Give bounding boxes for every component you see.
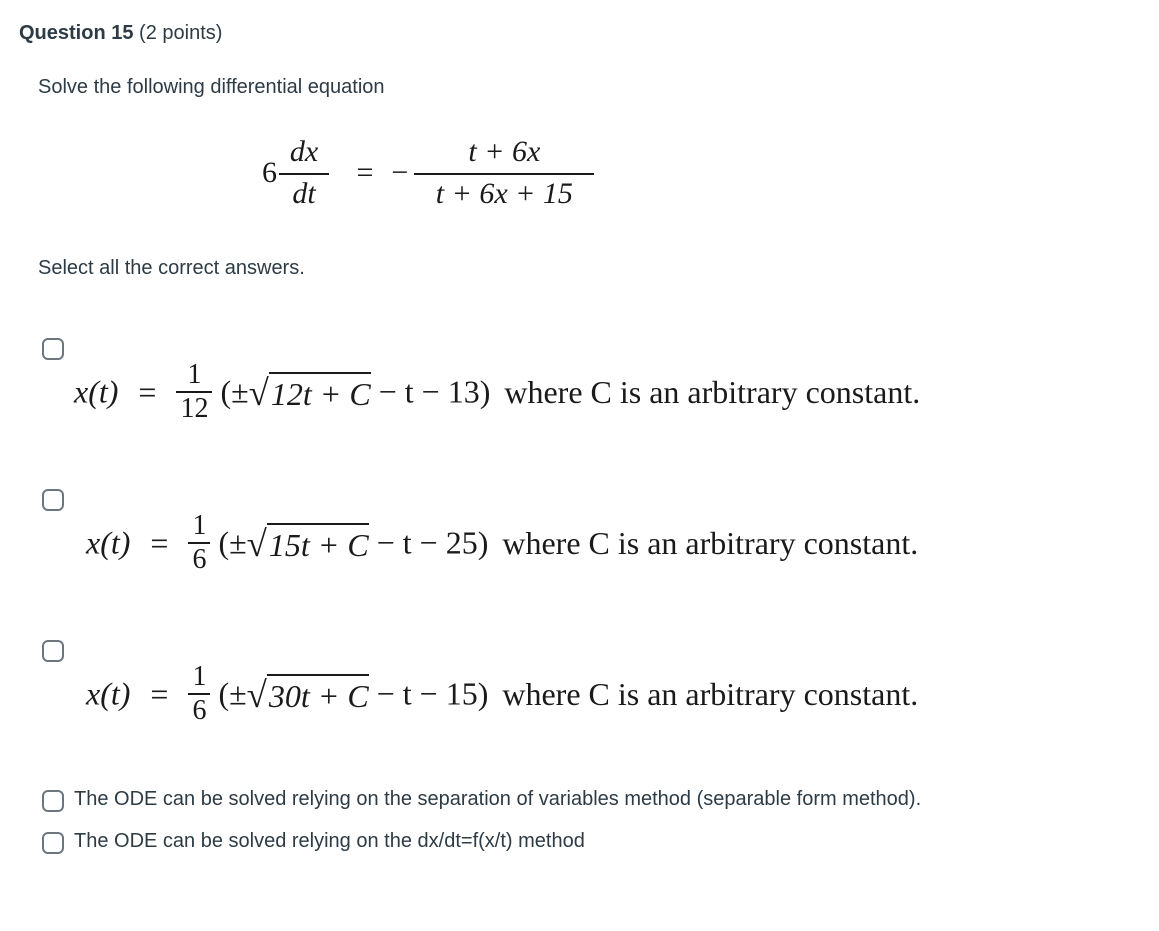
option-3-sqrt — [247, 673, 369, 716]
option-2-formula — [86, 510, 918, 576]
equation-lhs-denominator: dt — [279, 173, 329, 211]
option-3-suffix: where C is an arbitrary constant. — [502, 675, 919, 712]
option-5-checkbox[interactable] — [42, 832, 64, 854]
option-1-fraction — [176, 359, 212, 425]
option-1-frac-denominator: 12 — [176, 391, 212, 425]
question-header — [19, 22, 222, 45]
option-3-sqrt-symbol: √ — [246, 673, 267, 715]
option-1-tail: − t − 13) — [378, 373, 491, 410]
option-4-label: The ODE can be solved relying on the separation of variables method (separable form method). — [74, 788, 922, 810]
option-1-equals: = — [138, 373, 157, 410]
option-2-checkbox[interactable] — [42, 489, 64, 511]
equation-equals: = — [356, 156, 374, 189]
option-3-checkbox[interactable] — [42, 640, 64, 662]
option-2-equals: = — [150, 524, 169, 561]
option-2-lhs: x(t) — [86, 524, 131, 561]
option-2-suffix: where C is an arbitrary constant. — [502, 524, 919, 561]
differential-equation — [262, 135, 594, 211]
equation-lhs-numerator: dx — [289, 135, 319, 168]
question-prompt: Solve the following differential equation — [38, 76, 385, 98]
option-3-equals: = — [150, 675, 169, 712]
option-3-open-pm: (± — [218, 675, 247, 712]
equation-lhs-fraction — [279, 135, 329, 211]
option-1-lhs: x(t) — [74, 373, 119, 410]
option-2-sqrt-symbol: √ — [246, 522, 267, 564]
option-1-frac-numerator: 1 — [187, 359, 202, 390]
option-2-open-pm: (± — [218, 524, 247, 561]
question-points: (2 points) — [139, 22, 223, 44]
equation-rhs-numerator: t + 6x — [468, 135, 541, 168]
option-3-radicand: 30t + C — [267, 674, 369, 714]
option-3-tail: − t − 15) — [376, 675, 489, 712]
option-4-checkbox[interactable] — [42, 790, 64, 812]
option-1-formula — [74, 359, 920, 425]
option-1-radicand: 12t + C — [269, 372, 371, 412]
question-title: Question 15 — [19, 22, 134, 44]
equation-rhs-denominator: t + 6x + 15 — [414, 173, 594, 211]
option-1-checkbox[interactable] — [42, 338, 64, 360]
equation-rhs-fraction — [414, 135, 594, 211]
option-3-frac-denominator: 6 — [188, 693, 210, 727]
select-instruction: Select all the correct answers. — [38, 257, 305, 279]
option-2-frac-denominator: 6 — [188, 542, 210, 576]
option-1-open-pm: (± — [220, 373, 249, 410]
option-2-sqrt — [247, 522, 369, 565]
option-3-fraction — [188, 661, 210, 727]
option-3-frac-numerator: 1 — [192, 661, 207, 692]
option-5-label: The ODE can be solved relying on the dx/dt=f(x/t) method — [74, 830, 585, 852]
option-1-sqrt-symbol: √ — [248, 371, 269, 413]
equation-minus: − — [391, 156, 409, 189]
option-3-formula — [86, 661, 918, 727]
option-2-radicand: 15t + C — [267, 523, 369, 563]
option-2-frac-numerator: 1 — [192, 510, 207, 541]
equation-coefficient: 6 — [262, 156, 277, 189]
option-2-tail: − t − 25) — [376, 524, 489, 561]
option-1-suffix: where C is an arbitrary constant. — [504, 373, 921, 410]
option-3-lhs: x(t) — [86, 675, 131, 712]
option-1-sqrt — [249, 371, 371, 414]
option-2-fraction — [188, 510, 210, 576]
